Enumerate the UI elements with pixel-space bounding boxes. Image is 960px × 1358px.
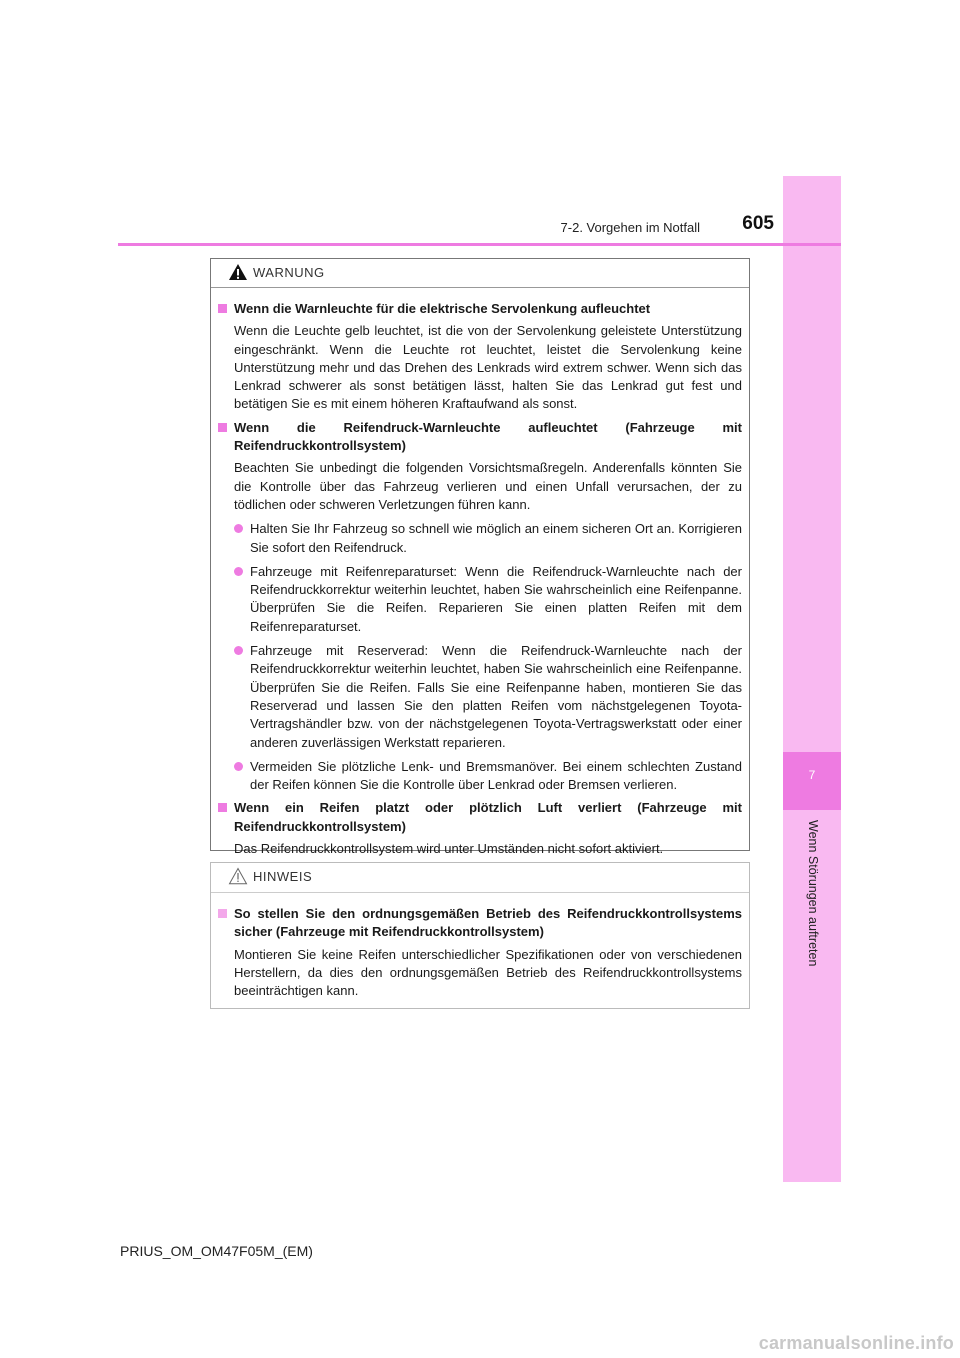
header-rule (118, 243, 841, 246)
square-bullet-icon (218, 909, 228, 942)
round-bullet-icon (234, 563, 250, 636)
caution-triangle-icon (228, 867, 248, 885)
round-bullet-icon (234, 520, 250, 557)
warning-header (211, 259, 749, 288)
heading-text: Wenn die Reifendruck-Warnleuchte aufleuchtet (Fahrzeuge mit Reifendruckkontrollsystem) (234, 419, 742, 454)
document-code: PRIUS_OM_OM47F05M_(EM) (120, 1243, 313, 1259)
list-item (234, 642, 742, 752)
notice-title: HINWEIS (253, 869, 313, 884)
square-bullet-icon (218, 304, 228, 318)
notice-heading (218, 905, 742, 942)
notice-header (211, 863, 749, 893)
chapter-side-tab (783, 176, 841, 1182)
list-item (234, 758, 742, 795)
list-item-text: Fahrzeuge mit Reserverad: Wenn die Reifendruck-Warnleuchte nach der Reifendruckkorrektur weiterhin leuchtet, haben Sie wahrscheinlich eine Reifenpanne. Überprüfen Sie die Reifen. Falls Sie eine Reifenpanne haben, montieren Sie das Reserverad und lassen Sie den platten Reifen vom nächstgelegenen Toyota-Vertragshändler bzw. von der nächstgelegenen Toyota-Vertragswerkstatt oder einer anderen zuverlässigen Werkstatt reparieren. (250, 643, 742, 750)
list-item-text: Vermeiden Sie plötzliche Lenk- und Bremsmanöver. Bei einem schlechten Zustand der Reifen können Sie die Kontrolle über Lenkrad oder Bremsen verlieren. (250, 758, 742, 793)
heading-text: Wenn ein Reifen platzt oder plötzlich Luft verliert (Fahrzeuge mit Reifendruckkontrollsystem) (234, 800, 742, 834)
warning-title: WARNUNG (253, 265, 325, 280)
paragraph: Beachten Sie unbedingt die folgenden Vorsichtsmaßregeln. Anderenfalls könnten Sie die Kontrolle über das Fahrzeug verlieren und einen Unfall verursachen, der zu tödlichen oder schweren Verletzungen führen kann. (234, 460, 742, 512)
paragraph: Wenn die Leuchte gelb leuchtet, ist die von der Servolenkung geleistete Unterstützung eingeschränkt. Wenn die Leuchte rot leuchtet, leistet die Servolenkung keine Unterstützung mehr und das Drehen des Lenkrads wird extrem schwer. Wenn sich das Lenkrad schwerer als sonst betätigen lässt, halten Sie das Lenkrad gut fest und betätigen Sie es mit einem höheren Kraftaufwand als sonst. (234, 323, 742, 412)
warning-heading (218, 300, 742, 318)
warning-heading (218, 799, 742, 836)
warning-box (210, 258, 750, 857)
warning-heading (218, 419, 742, 456)
list-item-text: Fahrzeuge mit Reifenreparaturset: Wenn die Reifendruck-Warnleuchte nach der Reifendruckkorrektur weiterhin leuchtet, haben Sie wahrscheinlich eine Reifenpanne. Überprüfen Sie die Reifen. Reparieren Sie einen platten Reifen mit dem Reifenreparaturset. (250, 563, 742, 634)
round-bullet-icon (234, 642, 250, 752)
heading-text: So stellen Sie den ordnungsgemäßen Betrieb des Reifendruckkontrollsystems sicher (Fahrzeuge mit Reifendruckkontrollsystem) (234, 906, 742, 940)
list-item-text: Halten Sie Ihr Fahrzeug so schnell wie möglich an einem sicheren Ort an. Korrigieren Sie sofort den Reifendruck. (250, 521, 742, 555)
chapter-number: 7 (808, 768, 816, 782)
notice-box (210, 862, 750, 1009)
section-title: 7-2. Vorgehen im Notfall (560, 220, 700, 235)
square-bullet-icon (218, 423, 228, 456)
list-item (234, 520, 742, 557)
round-bullet-icon (234, 758, 250, 795)
paragraph: Das Reifendruckkontrollsystem wird unter Umständen nicht sofort aktiviert. (234, 841, 664, 857)
square-bullet-icon (218, 803, 228, 836)
watermark: carmanualsonline.info (758, 1333, 954, 1353)
chapter-title: Wenn Störungen auftreten (806, 820, 820, 967)
paragraph: Montieren Sie keine Reifen unterschiedlicher Spezifikationen oder von verschiedenen Herstellern, da dies den ordnungsgemäßen Betrieb des Reifendruckkontrollsystems beeinträchtigen kann. (234, 946, 742, 999)
warning-triangle-icon (228, 263, 248, 281)
list-item (234, 563, 742, 636)
heading-text: Wenn die Warnleuchte für die elektrische Servolenkung aufleuchtet (234, 301, 651, 316)
page-number: 605 (742, 213, 774, 234)
